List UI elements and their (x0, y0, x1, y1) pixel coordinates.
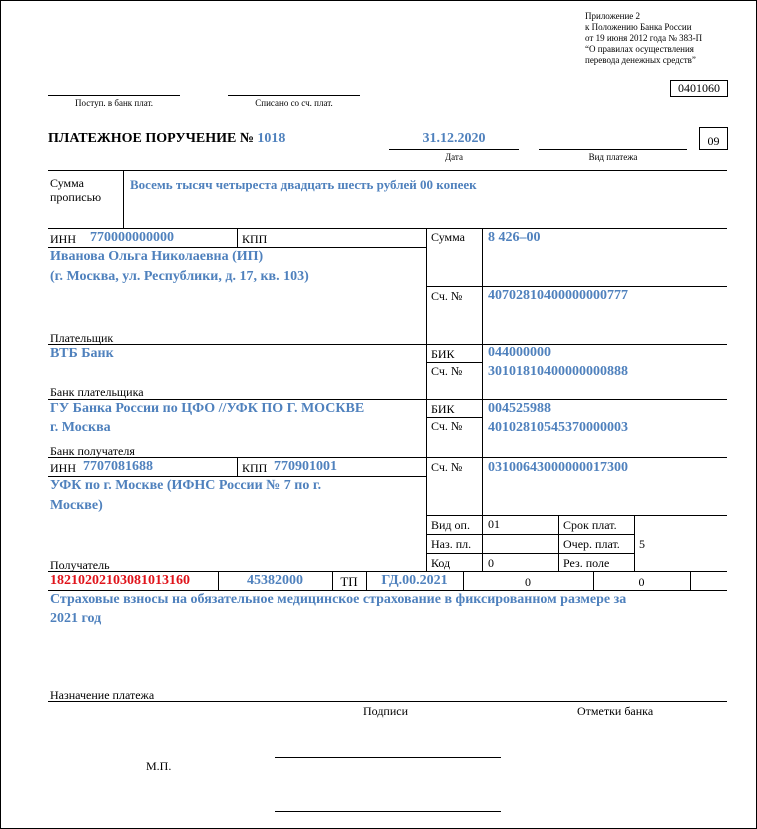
divider (48, 170, 727, 171)
title-label: ПЛАТЕЖНОЕ ПОРУЧЕНИЕ № (48, 131, 254, 146)
doc-num: 0 (525, 575, 531, 589)
doc-date-field: 0 (638, 575, 645, 589)
sum-in-words: Восемь тысяч четыреста двадцать шесть рублей 00 копеек (130, 177, 477, 192)
recipient-inn: 7707081688 (83, 459, 153, 474)
received-line (48, 95, 180, 96)
op-type-label: Вид оп. (431, 518, 470, 532)
payer-bank-account: 30101810400000000888 (488, 364, 628, 379)
payment-purpose-cont: 2021 год (50, 611, 102, 626)
oktmo: 45382000 (247, 573, 303, 588)
divider (237, 457, 238, 476)
divider (48, 399, 727, 400)
divider (48, 571, 727, 572)
kbk: 18210202103081013160 (50, 573, 190, 588)
appendix-note (585, 11, 702, 66)
signature-line-2 (275, 811, 501, 812)
payer-address: (г. Москва, ул. Республики, д. 17, кв. 103) (50, 269, 309, 284)
payer-account: 40702810400000000777 (488, 288, 628, 303)
payer-kpp-label: КПП (242, 232, 268, 246)
recipient-bank-bik: 004525988 (488, 401, 551, 416)
pay-term-label: Срок плат. (563, 518, 617, 532)
bank-marks-label: Отметки банка (577, 704, 654, 718)
divider (48, 457, 727, 458)
appendix-line: от 19 июня 2012 года № 383-П (585, 33, 703, 43)
recipient-bank-city: г. Москва (50, 420, 111, 435)
recipient-kpp: 770901001 (274, 459, 337, 474)
payer-bank-account-label: Сч. № (431, 364, 463, 378)
date-label: Дата (445, 152, 463, 162)
divider (426, 553, 634, 554)
recipient-account-label: Сч. № (431, 460, 463, 474)
doc-number: 1018 (257, 131, 286, 146)
recipient-bank-name: ГУ Банка России по ЦФО //УФК ПО Г. МОСКВЕ (50, 401, 365, 416)
appendix-line: к Положению Банка России (585, 22, 692, 32)
recipient-bank-account: 40102810545370000003 (488, 420, 628, 435)
divider (690, 571, 691, 590)
recipient-bank-account-label: Сч. № (431, 419, 463, 433)
period: ГД.00.2021 (381, 573, 448, 588)
recipient-account: 03100643000000017300 (488, 460, 628, 475)
order-label: Очер. плат. (563, 537, 620, 551)
divider (48, 344, 727, 345)
recipient-bank-label: Банк получателя (50, 444, 135, 458)
recipient-name: УФК по г. Москве (ИФНС России № 7 по г. (50, 478, 322, 493)
payer-label: Плательщик (50, 331, 114, 345)
divider (634, 515, 635, 572)
divider (558, 515, 559, 572)
received-label: Поступ. в банк плат. (75, 98, 153, 108)
payer-bank-label: Банк плательщика (50, 385, 144, 399)
recipient-name-cont: Москве) (50, 498, 103, 513)
code-label: Код (431, 556, 451, 570)
payer-inn: 770000000000 (90, 230, 174, 245)
appendix-line: Приложение 2 (585, 11, 641, 21)
appendix-line: “О правилах осуществления (585, 44, 694, 54)
divider (48, 247, 426, 248)
divider (48, 701, 727, 702)
sum-label: Сумма (431, 230, 465, 244)
recipient-bank-bik-label: БИК (431, 402, 455, 416)
basis: ТП (340, 574, 358, 589)
payer-name: Иванова Ольга Николаевна (ИП) (50, 249, 264, 264)
divider (48, 228, 727, 229)
recipient-label: Получатель (50, 558, 110, 572)
code-value: 0 (488, 556, 494, 570)
debited-label: Списано со сч. плат. (255, 98, 333, 108)
recipient-kpp-label: КПП (242, 461, 268, 475)
divider (426, 515, 727, 516)
page-title (48, 131, 285, 147)
divider (48, 476, 426, 477)
payer-bank: ВТБ Банк (50, 346, 114, 361)
divider (123, 170, 124, 228)
payer-account-label: Сч. № (431, 289, 463, 303)
signatures-label: Подписи (363, 704, 409, 718)
divider (482, 228, 483, 572)
label-line: Сумма (50, 176, 84, 190)
purpose-code-label: Наз. пл. (431, 537, 472, 551)
stamp-label: М.П. (146, 759, 172, 773)
debited-line (228, 95, 360, 96)
doc-date: 31.12.2020 (422, 131, 486, 146)
recipient-inn-label: ИНН (50, 461, 76, 475)
payment-type-line (539, 149, 687, 150)
payer-inn-label: ИНН (50, 232, 76, 246)
reserve-label: Рез. поле (563, 556, 610, 570)
label-line: прописью (50, 190, 102, 204)
divider (48, 590, 727, 591)
sum-words-label (50, 176, 101, 204)
status-box: 09 (699, 127, 728, 150)
form-code-box: 0401060 (670, 80, 728, 97)
divider (426, 417, 482, 418)
signature-line-1 (275, 757, 501, 758)
divider (237, 228, 238, 247)
appendix-line: перевода денежных средств” (585, 55, 696, 65)
order-value: 5 (639, 537, 645, 551)
payment-purpose: Страховые взносы на обязательное медицинское страхование в фиксированном размере за (50, 592, 627, 607)
payment-type-label: Вид платежа (588, 152, 638, 162)
payer-bank-bik-label: БИК (431, 347, 455, 361)
payment-purpose-label: Назначение платежа (50, 688, 155, 702)
payer-bank-bik: 044000000 (488, 345, 551, 360)
amount: 8 426–00 (488, 230, 541, 245)
date-line (389, 149, 519, 150)
divider (426, 362, 482, 363)
divider (426, 228, 427, 572)
divider (426, 286, 727, 287)
divider (426, 534, 634, 535)
op-type: 01 (488, 517, 500, 531)
